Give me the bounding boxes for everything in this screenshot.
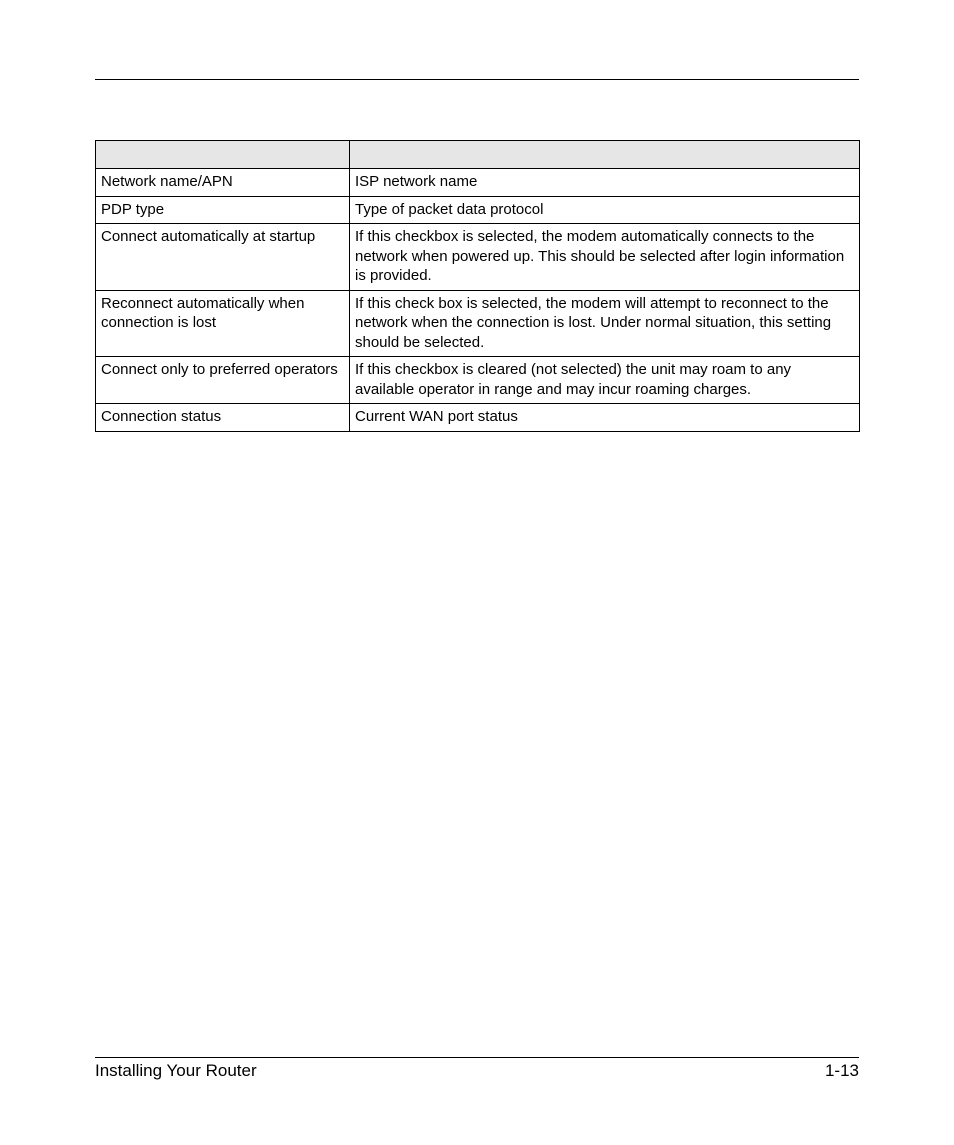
- setting-description-cell: ISP network name: [350, 169, 860, 197]
- table-row: [96, 357, 860, 404]
- setting-description-cell: If this check box is selected, the modem will attempt to reconnect to the network when the connection is lost. Under normal situation, this setting should be selected.: [350, 290, 860, 357]
- table-header-setting: [96, 141, 350, 169]
- table-row: [96, 404, 860, 432]
- setting-description-cell: Current WAN port status: [350, 404, 860, 432]
- setting-name-cell: Connect automatically at startup: [96, 224, 350, 291]
- table-row: [96, 169, 860, 197]
- table-header-row: [96, 141, 860, 169]
- settings-table: [95, 140, 860, 432]
- setting-name-cell: PDP type: [96, 196, 350, 224]
- footer-rule: [95, 1057, 859, 1058]
- setting-name-cell: Connect only to preferred operators: [96, 357, 350, 404]
- footer-chapter-title: Installing Your Router: [95, 1061, 257, 1080]
- setting-name-cell: Network name/APN: [96, 169, 350, 197]
- table-row: [96, 290, 860, 357]
- footer-page-number: 1-13: [824, 1061, 859, 1080]
- header-rule: [95, 79, 859, 80]
- setting-description-cell: If this checkbox is selected, the modem automatically connects to the network when powered up. This should be selected after login information is provided.: [350, 224, 860, 291]
- setting-description-cell: Type of packet data protocol: [350, 196, 860, 224]
- table-header-description: [350, 141, 860, 169]
- setting-name-cell: Reconnect automatically when connection is lost: [96, 290, 350, 357]
- setting-name-cell: Connection status: [96, 404, 350, 432]
- table-row: [96, 224, 860, 291]
- table-row: [96, 196, 860, 224]
- setting-description-cell: If this checkbox is cleared (not selected) the unit may roam to any available operator in range and may incur roaming charges.: [350, 357, 860, 404]
